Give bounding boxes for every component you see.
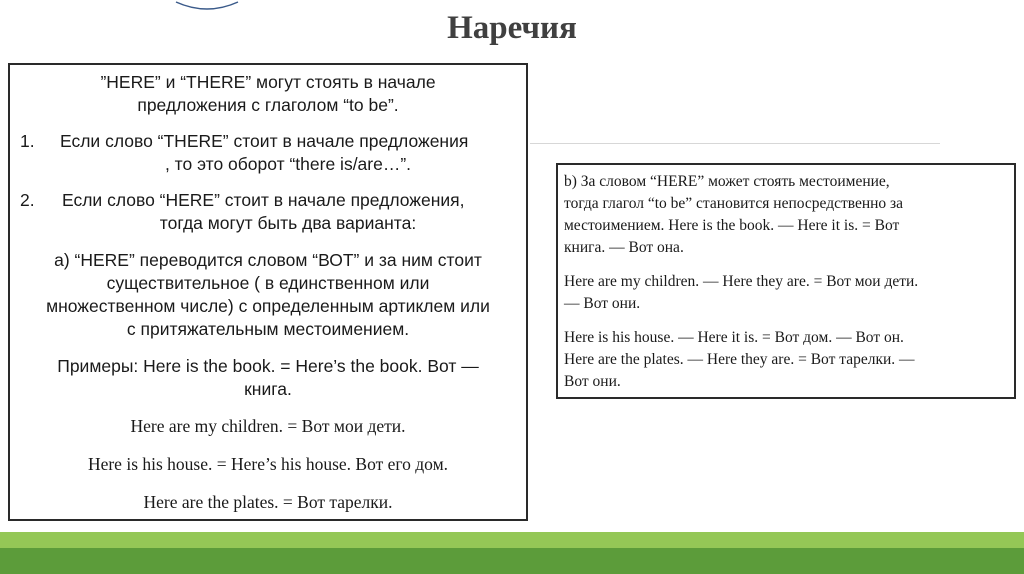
examples-line-1: Примеры: Here is the book. = Here’s the book. Вот — <box>57 356 479 376</box>
item2-line-1: Если слово “HERE” стоит в начале предложения, <box>62 190 465 210</box>
intro-line-1: ”HERE” и “THERE” могут стоять в начале <box>100 72 436 92</box>
item1-number: 1. <box>20 131 35 151</box>
item2-number: 2. <box>20 190 35 210</box>
variant-a-line-2: существительное ( в единственном или <box>106 273 430 293</box>
footer-bar-light <box>0 532 1024 548</box>
example-plates: Here are the plates. = Вот тарелки. <box>143 492 393 512</box>
b-example-2-line-2: Here are the plates. — Here they are. = Вот тарелки. — <box>564 351 915 368</box>
variant-a-line-1: а) “HERE” переводится словом “ВОТ” и за ним стоит <box>54 250 482 270</box>
variant-a-line-4: с притяжательным местоимением. <box>126 319 410 339</box>
right-text-box <box>556 163 1016 399</box>
b-example-2-line-1: Here is his house. — Here it is. = Вот дом. — Вот он. <box>564 329 904 346</box>
example-house: Here is his house. = Here’s his house. Вот его дом. <box>87 454 449 474</box>
variant-b-line-2: тогда глагол “to be” становится непосредственно за <box>564 195 904 212</box>
item1-line-2: , то это оборот “there is/are…”. <box>164 154 412 174</box>
variant-b-line-3: местоимением. Here is the book. — Here it is. = Вот <box>564 217 900 234</box>
variant-a-line-3: множественном числе) с определенным артиклем или <box>46 296 490 316</box>
footer-bar-dark <box>0 548 1024 574</box>
item1-line-1: Если слово “THERE” стоит в начале предложения <box>60 131 469 151</box>
left-text-box <box>8 63 528 521</box>
divider-line <box>530 143 940 144</box>
b-example-1-line-1: Here are my children. — Here they are. = Вот мои дети. <box>564 273 919 290</box>
example-children: Here are my children. = Вот мои дети. <box>130 416 406 436</box>
variant-b-line-1: b) За словом “HERE” может стоять местоимение, <box>564 173 890 190</box>
intro-line-2: предложения с глаголом “to be”. <box>137 95 399 115</box>
slide-title: Наречия <box>447 10 577 46</box>
b-example-1-line-2: — Вот они. <box>564 295 641 312</box>
b-example-2-line-3: Вот они. <box>564 373 621 390</box>
examples-line-2: книга. <box>244 379 292 399</box>
item2-line-2: тогда могут быть два варианта: <box>159 213 417 233</box>
variant-b-line-4: книга. — Вот она. <box>564 239 684 256</box>
